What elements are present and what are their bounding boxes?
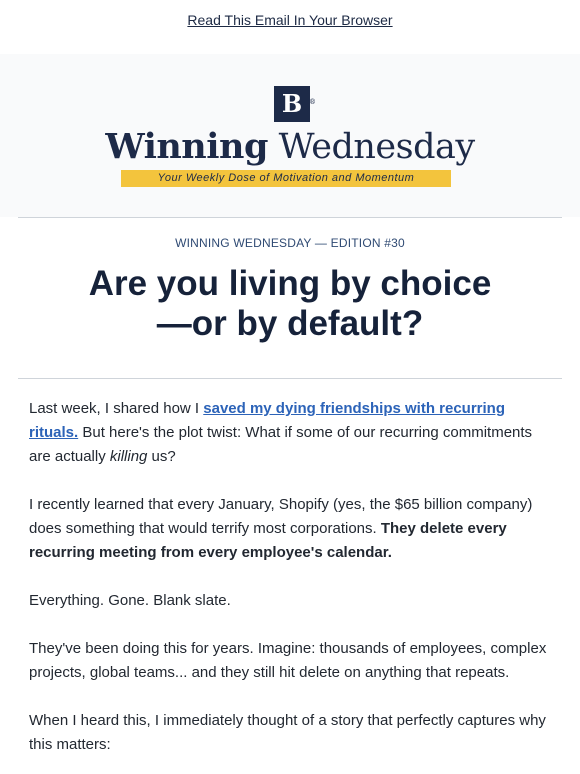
brand-wordmark	[0, 126, 580, 167]
edition-label: WINNING WEDNESDAY — EDITION #30	[175, 236, 405, 250]
p1-emphasis: killing	[109, 448, 148, 465]
headline-line2: —or by default?	[156, 304, 424, 343]
browser-link-bar	[0, 0, 580, 42]
paragraph: When I heard this, I immediately thought of a story that perfectly captures why this matters:	[29, 712, 546, 753]
p1-text: But here's the plot twist: What if some of our recurring commitments are actually	[29, 424, 533, 465]
previous-issue-link[interactable]: saved my dying friendships with recurring rituals.	[29, 400, 506, 441]
p1-text: us?	[147, 448, 176, 465]
p2-text: I recently learned that every January, Shopify (yes, the $65 billion company) does something that would terrify most corporations.	[29, 496, 533, 537]
article-body	[0, 379, 580, 757]
registered-mark: ®	[309, 98, 316, 106]
brand-logo	[274, 86, 316, 122]
wordmark-part1: Winning	[105, 126, 268, 167]
divider	[18, 217, 562, 218]
paragraph	[29, 397, 551, 469]
headline-line1: Are you living by choice	[88, 264, 492, 303]
wordmark-part2: Wednesday	[278, 127, 475, 167]
masthead	[0, 54, 580, 217]
brand-tagline: Your Weekly Dose of Motivation and Momentum	[121, 170, 451, 187]
paragraph	[29, 493, 551, 565]
p2-bold: They delete every recurring meeting from every employee's calendar.	[29, 520, 507, 561]
paragraph: Everything. Gone. Blank slate.	[29, 592, 231, 609]
headline	[0, 264, 580, 344]
p1-text: Last week, I shared how I	[29, 400, 204, 417]
read-in-browser-link[interactable]: Read This Email In Your Browser	[187, 12, 393, 28]
paragraph: They've been doing this for years. Imagine: thousands of employees, complex projects, global teams... and they still hit delete on anything that repeats.	[29, 640, 547, 681]
logo-letter: B	[281, 89, 303, 118]
